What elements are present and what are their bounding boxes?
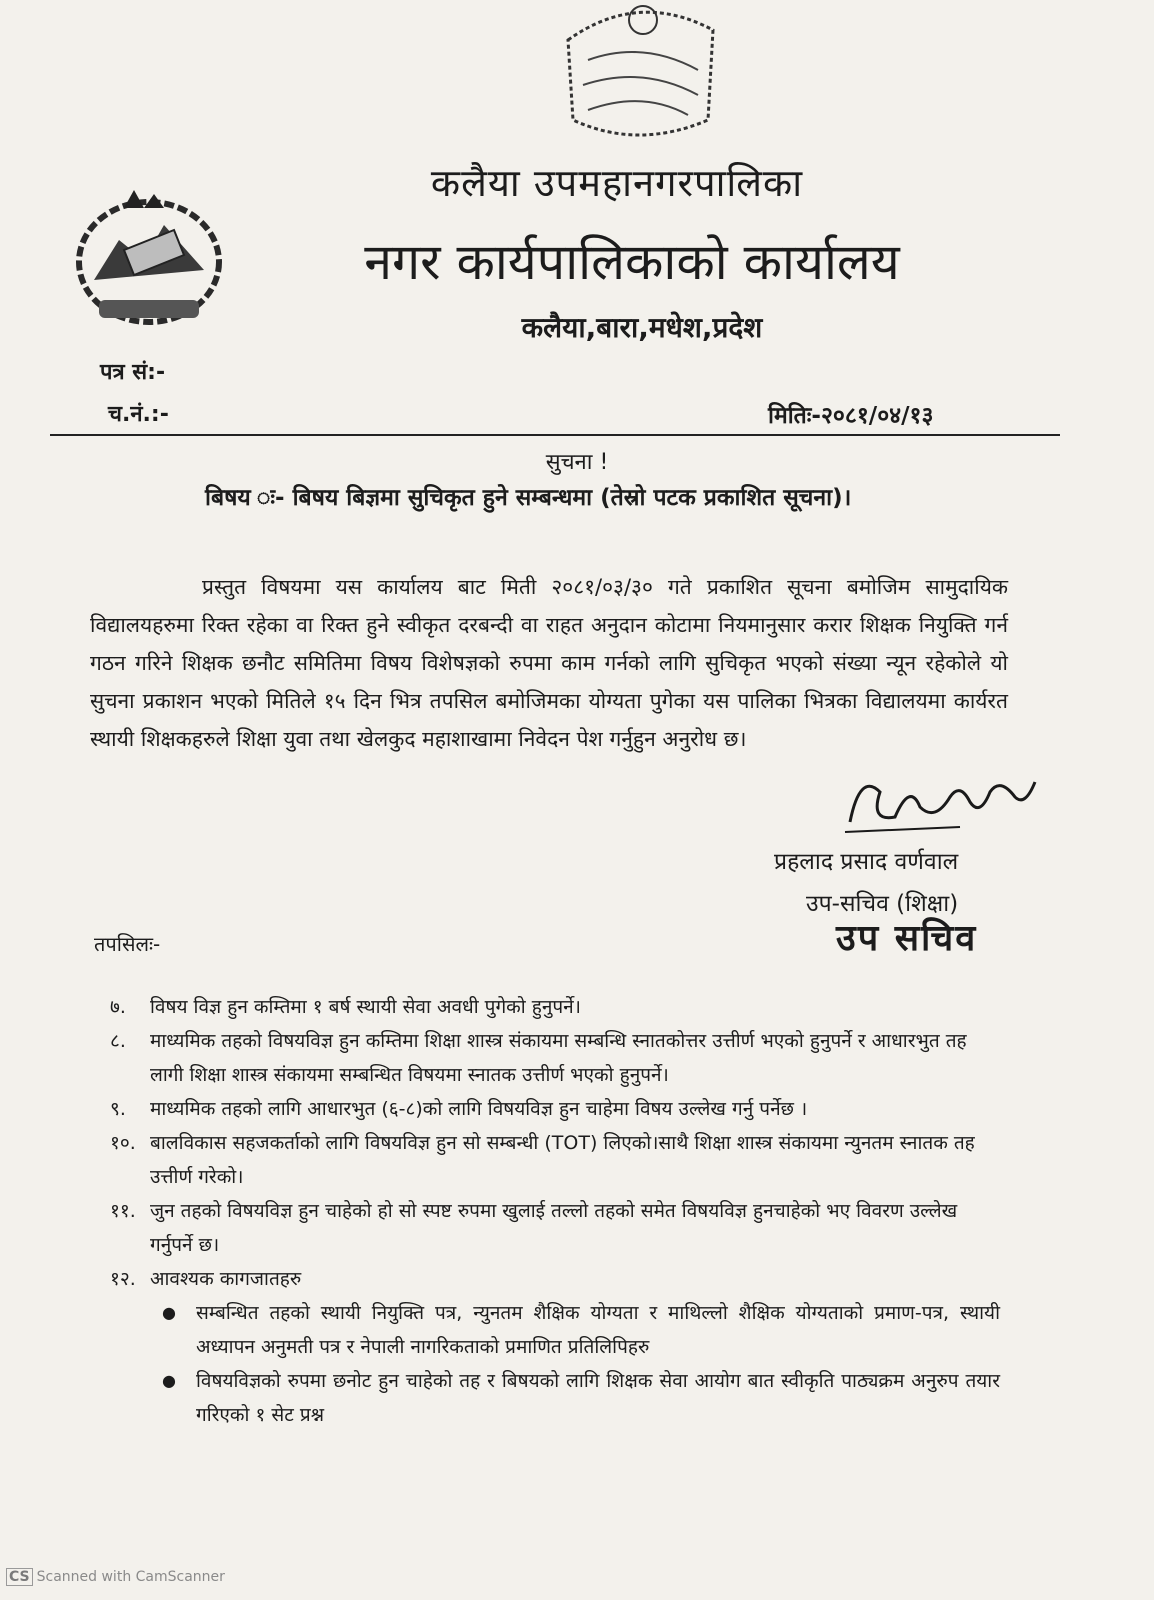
item-text: माध्यमिक तहको विषयविज्ञ हुन कम्तिमा शिक्षा शास्त्र संकायमा सम्बन्धि स्नातकोत्तर उत्तीर्ण भएको हुनुपर्ने र आधारभुत तह लागी शिक्षा शास्त्र संकायमा सम्बन्धित विषयमा स्नातक उत्तीर्ण भएको हुनुपर्ने। bbox=[150, 1030, 967, 1086]
scanner-text: Scanned with CamScanner bbox=[36, 1569, 225, 1585]
item-text: विषय विज्ञ हुन कम्तिमा १ बर्ष स्थायी सेवा अवधी पुगेको हुनुपर्ने। bbox=[150, 996, 581, 1018]
notice-subject: बिषय ः- बिषय बिज्ञमा सुचिकृत हुने सम्बन्धमा (तेस्रो पटक प्रकाशित सूचना)। bbox=[205, 485, 852, 511]
dispatch-number-label: च.नं.:- bbox=[108, 402, 169, 427]
header-divider bbox=[50, 434, 1060, 436]
item-number: ७. bbox=[110, 996, 126, 1018]
letter-number-label: पत्र सं:- bbox=[100, 360, 166, 385]
list-item bbox=[110, 990, 1000, 1024]
bullet-text: विषयविज्ञको रुपमा छनोट हुन चाहेको तह र बिषयको लागि शिक्षक सेवा आयोग बात स्वीकृति पाठ्यक्रम अनुरुप तयार गरिएको १ सेट प्रश्न bbox=[196, 1370, 1000, 1426]
designation-stamp: उप सचिव bbox=[836, 918, 978, 959]
item-number: ११. bbox=[110, 1200, 136, 1222]
bullet-item bbox=[162, 1364, 1000, 1432]
bullet-text: सम्बन्धित तहको स्थायी नियुक्ति पत्र, न्युनतम शैक्षिक योग्यता र माथिल्लो शैक्षिक योग्यताको प्रमाण-पत्र, स्थायी अध्यापन अनुमती पत्र र नेपाली नागरिकताको प्रमाणित प्रतिलिपिहरु bbox=[196, 1302, 1000, 1358]
bullet-item bbox=[162, 1296, 1000, 1364]
notice-title: सुचना ! bbox=[545, 450, 609, 475]
signatory-name: प्रहलाद प्रसाद वर्णवाल bbox=[774, 849, 959, 875]
details-label: तपसिलः- bbox=[94, 932, 161, 956]
office-address: कलैया,बारा,मधेश,प्रदेश bbox=[521, 311, 763, 344]
item-number: १०. bbox=[110, 1132, 136, 1154]
office-name: नगर कार्यपालिकाको कार्यालय bbox=[364, 233, 900, 291]
list-item bbox=[110, 1262, 1000, 1296]
list-item bbox=[110, 1194, 1000, 1262]
handwritten-signature bbox=[840, 762, 1040, 842]
list-item bbox=[110, 1126, 1000, 1194]
item-text: आवश्यक कागजातहरु bbox=[150, 1268, 302, 1290]
item-number: ८. bbox=[110, 1030, 126, 1052]
requirements-list bbox=[110, 990, 1000, 1432]
item-text: जुन तहको विषयविज्ञ हुन चाहेको हो सो स्पष्ट रुपमा खुलाई तल्लो तहको समेत विषयविज्ञ हुनचाहेको भए विवरण उल्लेख गर्नुपर्ने छ। bbox=[150, 1200, 958, 1256]
item-number: ९. bbox=[110, 1098, 126, 1120]
letter-date: मितिः-२०८१/०४/१३ bbox=[768, 403, 934, 429]
signatory-title: उप-सचिव (शिक्षा) bbox=[806, 891, 959, 917]
notice-body: प्रस्तुत विषयमा यस कार्यालय बाट मिती २०८१/०३/३० गते प्रकाशित सूचना बमोजिम सामुदायिक विद्यालयहरुमा रिक्त रहेका वा रिक्त हुने स्वीकृत दरबन्दी वा राहत अनुदान कोटामा नियमानुसार करार शिक्षक नियुक्ति गर्न गठन गरिने शिक्षक छनौट समितिमा विषय विशेषज्ञको रुपमा काम गर्नको लागि सुचिकृत भएको संख्या न्यून रहेकोले यो सुचना प्रकाशन भएको मितिले १५ दिन भित्र तपसिल बमोजिमका योग्यता पुगेका यस पालिका भित्रका विद्यालयमा कार्यरत स्थायी शिक्षकहरुले शिक्षा युवा तथा खेलकुद महाशाखामा निवेदन पेश गर्नुहुन अनुरोध छ। bbox=[90, 575, 1008, 751]
bullet-icon: ● bbox=[162, 1371, 176, 1390]
municipality-name: कलैया उपमहानगरपालिका bbox=[430, 161, 804, 205]
office-seal-stamp bbox=[548, 0, 728, 150]
bullet-icon: ● bbox=[162, 1303, 176, 1322]
item-number: १२. bbox=[110, 1268, 136, 1290]
list-item bbox=[110, 1024, 1000, 1092]
camscanner-logo-icon: CS bbox=[6, 1568, 33, 1586]
scanner-watermark bbox=[6, 1568, 225, 1586]
list-item bbox=[110, 1092, 1000, 1126]
item-text: माध्यमिक तहको लागि आधारभुत (६-८)को लागि विषयविज्ञ हुन चाहेमा विषय उल्लेख गर्नु पर्नेछ । bbox=[150, 1098, 808, 1120]
item-text: बालविकास सहजकर्ताको लागि विषयविज्ञ हुन सो सम्बन्धी (TOT) लिएको।साथै शिक्षा शास्त्र संकायमा न्युनतम स्नातक तह उत्तीर्ण गरेको। bbox=[150, 1132, 975, 1188]
